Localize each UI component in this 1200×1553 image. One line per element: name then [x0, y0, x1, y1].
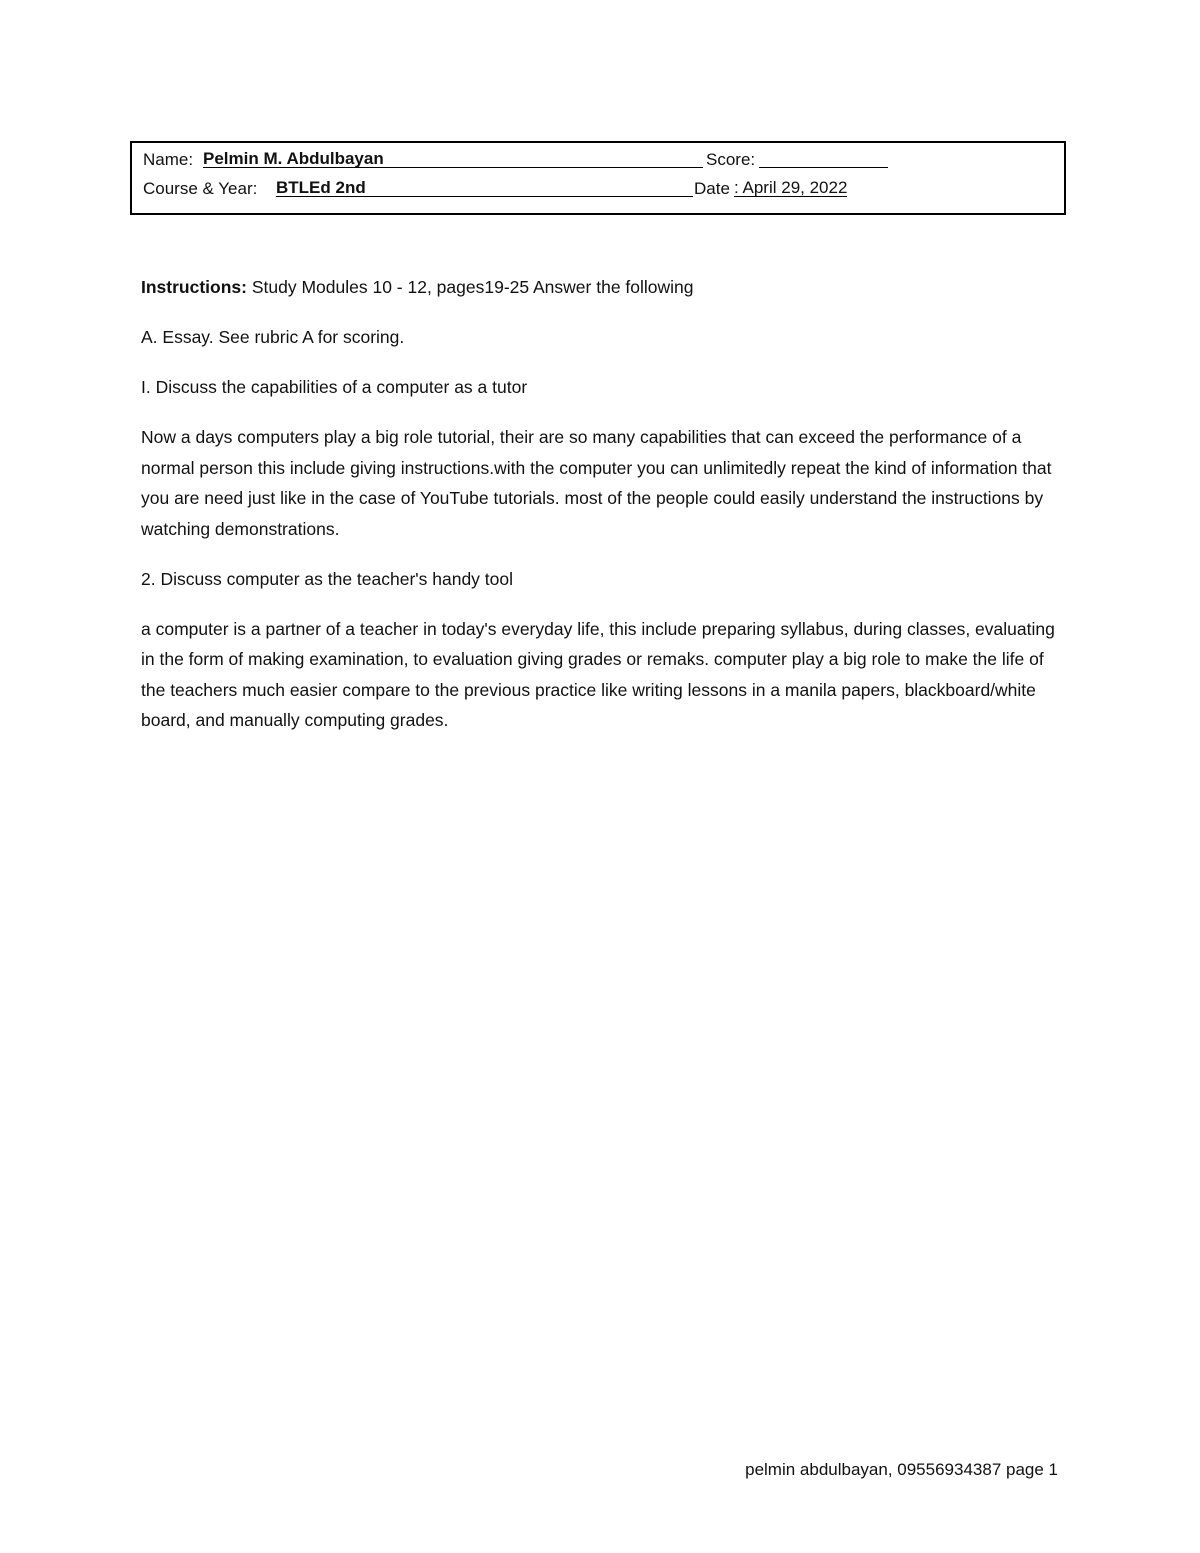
question-2: 2. Discuss computer as the teacher's handy tool [141, 568, 514, 589]
section-a-heading: A. Essay. See rubric A for scoring. [141, 327, 405, 347]
date-value-text: : April 29, 2022 [734, 178, 848, 197]
score-label: Score: [706, 150, 756, 169]
page-footer: pelmin abdulbayan, 09556934387 page 1 [745, 1460, 1058, 1479]
instructions-paragraph [141, 272, 1061, 303]
answer-2: a computer is a partner of a teacher in today's everyday life, this include preparing syllabus, during classes, evaluating in the form of making examination, to evaluation giving grades or remaks. computer play a big role to make the life of the teachers much easier compare to the previous practice like writing lessons in a manila papers, blackboard/white board, and manually computing grades. [141, 618, 1055, 730]
instructions-text: Study Modules 10 - 12, pages19-25 Answer the following [246, 277, 694, 297]
document-body [141, 272, 1061, 755]
score-blank-line [759, 150, 888, 168]
instructions-label: Instructions: [141, 277, 247, 297]
name-score-row [143, 150, 1043, 170]
student-info-box [130, 141, 1066, 215]
course-date-row [143, 179, 1043, 199]
name-label: Name: [143, 150, 194, 169]
question-1: I. Discuss the capabilities of a computer as a tutor [141, 377, 528, 397]
date-label: Date [694, 179, 730, 198]
name-value: Pelmin M. Abdulbayan [203, 150, 703, 168]
date-value [734, 179, 847, 197]
answer-1: Now a days computers play a big role tutorial, their are so many capabilities that can exceed the performance of a normal person this include giving instructions.with the computer you can unlimitedly repeat the kind of information that you are need just like in the case of YouTube tutorials. most of the people could easily understand the instructions by watching demonstrations. [141, 427, 1052, 539]
course-value: BTLEd 2nd [276, 179, 693, 197]
course-label: Course & Year: [143, 179, 258, 198]
